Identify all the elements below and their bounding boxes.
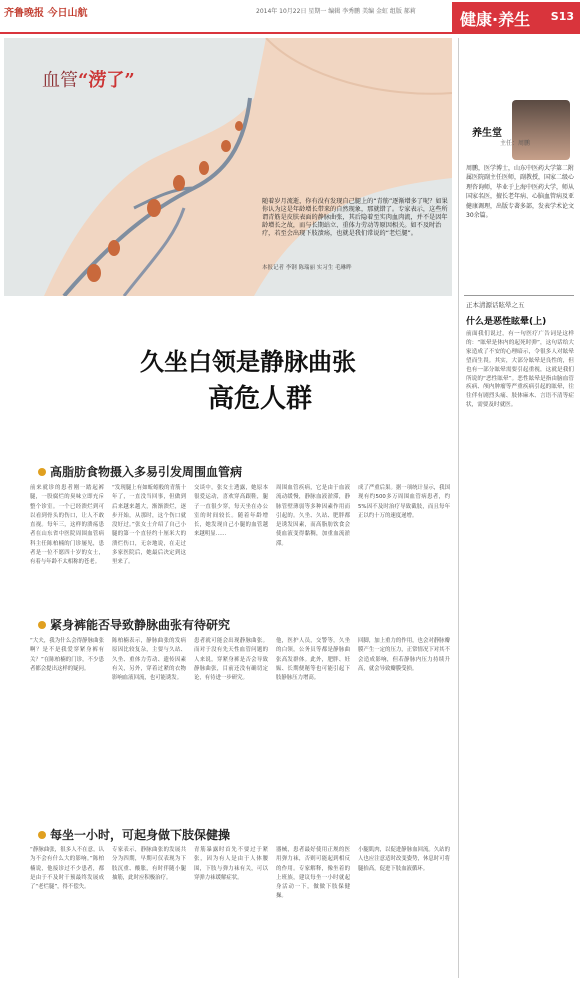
column-divider bbox=[458, 38, 459, 978]
section-title: 高脂肪食物摄入多易引发周围血管病 bbox=[50, 465, 243, 479]
sidebar-rule bbox=[464, 295, 574, 296]
article-column: 他，医护人员，交警等，久坐的白领，公务员等都是静脉曲张高发群体。此外，肥胖、妊娠、长期便秘等也可能引起下肢静脉压力增高。 bbox=[276, 638, 350, 682]
section-header-2 bbox=[38, 616, 230, 633]
section-tab bbox=[452, 2, 580, 34]
article-column: 回脚，加上重力的作用，也会对静脉瓣膜产生一定的压力，正常情况下对其不会造成影响，但若静脉内压力持续升高，就会导致瓣膜受损。 bbox=[358, 638, 450, 672]
sidebar-article-body: 前面我们说过，有一句医疗广告词是这样的：“眩晕是体内的起死时弹”，这句话给大家造成了不安的心理暗示，令很多人对眩晕望而生畏。其实，大部分眩晕是良性的，但也有一部分眩晕需要引起重视，这就是我们所说的“恶性眩晕”。恶性眩晕是指由脑血管疾病、颅内肿瘤等严重疾病引起的眩晕，往往伴有剧烈头痛、肢体麻木、言语不清等症状，需要及时就医。 bbox=[466, 331, 574, 409]
hero-credits: 本报记者 李钢 陈瑞丽 实习生 毛琳晔 bbox=[262, 265, 352, 271]
hero-title-prefix: 血管 bbox=[42, 70, 78, 91]
bullet-icon bbox=[38, 621, 46, 629]
sidebar-column-name: 养生堂 bbox=[472, 128, 502, 139]
article-column: 患者就可能会出现静脉曲张。而对于没有先天性血管问题的人来说，穿紧身裤是否会导致静脉曲张，目前还没有确切定论，有待进一步研究。 bbox=[194, 638, 268, 682]
section-title: 紧身裤能否导致静脉曲张有待研究 bbox=[50, 618, 231, 632]
hero-title bbox=[42, 66, 135, 92]
page-number: S13 bbox=[550, 10, 574, 23]
article-column: 青筋暴露时首先不要过于紧张，因为有人是由于人体腰围，下肢与弹力袜有关，可以穿弹力袜缓解症状。 bbox=[194, 847, 268, 881]
section-header-1 bbox=[38, 463, 242, 480]
bullet-icon bbox=[38, 831, 46, 839]
headline-line1: 久坐白领是静脉曲张 bbox=[140, 347, 356, 376]
masthead-paper: 齐鲁晚报 今日山航 bbox=[4, 8, 88, 19]
article-column: 交谈中，张女士透露，她原本很爱运动，喜欢穿高跟鞋，腿子一直很少穿，每天坐在办公室的时间较长。随着年龄增长，她发现自己小腿的血管越来越明显…… bbox=[194, 485, 268, 538]
headline-line2: 高危人群 bbox=[208, 384, 313, 414]
masthead-date: 2014年 10月22日 星期一 编辑 李秀鹏 美编 金虹 组版 郝莉 bbox=[256, 8, 416, 15]
section-header-3 bbox=[38, 826, 230, 843]
section-name: 健康·养生 bbox=[460, 10, 531, 29]
hero-intro: 随着岁月流逝，你有没有发现自己腿上的“青筋”逐渐增多了呢？如果你认为这是年龄增长带来的自然现象，那就错了。专家表示，这些所谓青筋是皮肤表面的静脉曲张，其后隐着至实肉血肉流，并不是因年龄增长之故，而与长期站立、重体力劳动等原因相关。如不及时治疗，若至会出现下肢溃疡，也就是我们常说的“老烂腿”。 bbox=[262, 198, 448, 238]
article-column: “静脉曲张，很多人不在意，认为不会有什么大的影响。”陈柏楠说，他接诊过不少患者，都是由于不及时干预最终发展成了“老烂腿”，得不偿失。 bbox=[30, 847, 104, 891]
hero-title-emphasis: “涝了” bbox=[78, 70, 135, 91]
sidebar-series: 正本清源话眩晕之五 bbox=[466, 301, 525, 309]
sidebar-article-title: 什么是恶性眩晕(上) bbox=[466, 317, 547, 327]
article-column: 器械，患者最好使用正规的医用弹力袜，否则可能起到相反的作用。专家解释，像坐着的上班族，建议每坐一小时就起身活动一下，做做下肢保健操。 bbox=[276, 847, 350, 900]
sidebar-role: 主任：周鹏 bbox=[500, 140, 531, 147]
author-photo bbox=[512, 100, 570, 160]
article-column: 小腿肌肉，以促进静脉血回流。久站的人也应注意适时改变姿势，休息时可将腿抬高，促进下肢血液循环。 bbox=[358, 847, 450, 872]
article-column: 陈柏楠表示，静脉曲张的发病原因比较复杂，主要与久站、久坐、重体力劳动、遗传因素有关，另外，穿着过紧的衣物影响血液回流，也可能诱发。 bbox=[112, 638, 186, 682]
article-column: 成了严重后果。据一项统计显示，我国现有约500多万周围血管病患者，约5%因不及时治疗导致截肢，而且每年正以约十万的速度递增。 bbox=[358, 485, 450, 519]
article-column: “大夫，我为什么会得静脉曲张啊？是不是我爱穿紧身裤有关？”在陈柏楠的门诊，不少患者都会提出这样的疑问。 bbox=[30, 638, 104, 672]
article-column: “发现腿上有如蚯蚓般的青筋十年了，一直没当回事，但做到后来越来越大，渐渐溃烂，逐步开始，从那时，这个伤口就没好过。”张女士介绍了自己小腿的第一个直径约十厘米大的溃烂伤口，无奈地说，在走过多家医院后，她最后决定到这里来了。 bbox=[112, 485, 186, 566]
header-rule bbox=[0, 32, 452, 34]
section-title: 每坐一小时，可起身做下肢保健操 bbox=[50, 828, 231, 842]
article-column: 专家表示，静脉曲张的发展共分为四期，早期可仅表现为下肢沉重、酸胀，有时伴随小腿抽筋，此时应积极治疗。 bbox=[112, 847, 186, 881]
bullet-icon bbox=[38, 468, 46, 476]
article-column: 周围血管疾病，它是由于血液流动缓慢，静脉血液淤滞，静脉管壁薄弱等多种因素作用而引起的。久坐、久站、肥胖都是诱发因素，而高脂肪饮食会使血液变得黏稠，加重血流淤滞。 bbox=[276, 485, 350, 547]
article-column: 前来就诊的患者刚一踏起裤腿，一股腐烂的臭味立即充斥整个诊室。一个已经溃烂到可以看到骨头的伤口，让人不敢直视。每年三，这样的溃疡患者在山东省中医院周围血管病科主任陈柏楠的门诊屡见，患者是一位不愿四十岁的女士，有着与年龄不太相称的苍老。 bbox=[30, 485, 104, 566]
author-bio: 周鹏，医学博士，山东中医药大学第二附属医院副主任医师，副教授，国家二级心理咨询师，毕业于上海中医药大学，师从国家名医，擅长老年病、心脑血管病及亚健康调理，出版专著多部，发表学术论文30余篇。 bbox=[466, 165, 575, 220]
